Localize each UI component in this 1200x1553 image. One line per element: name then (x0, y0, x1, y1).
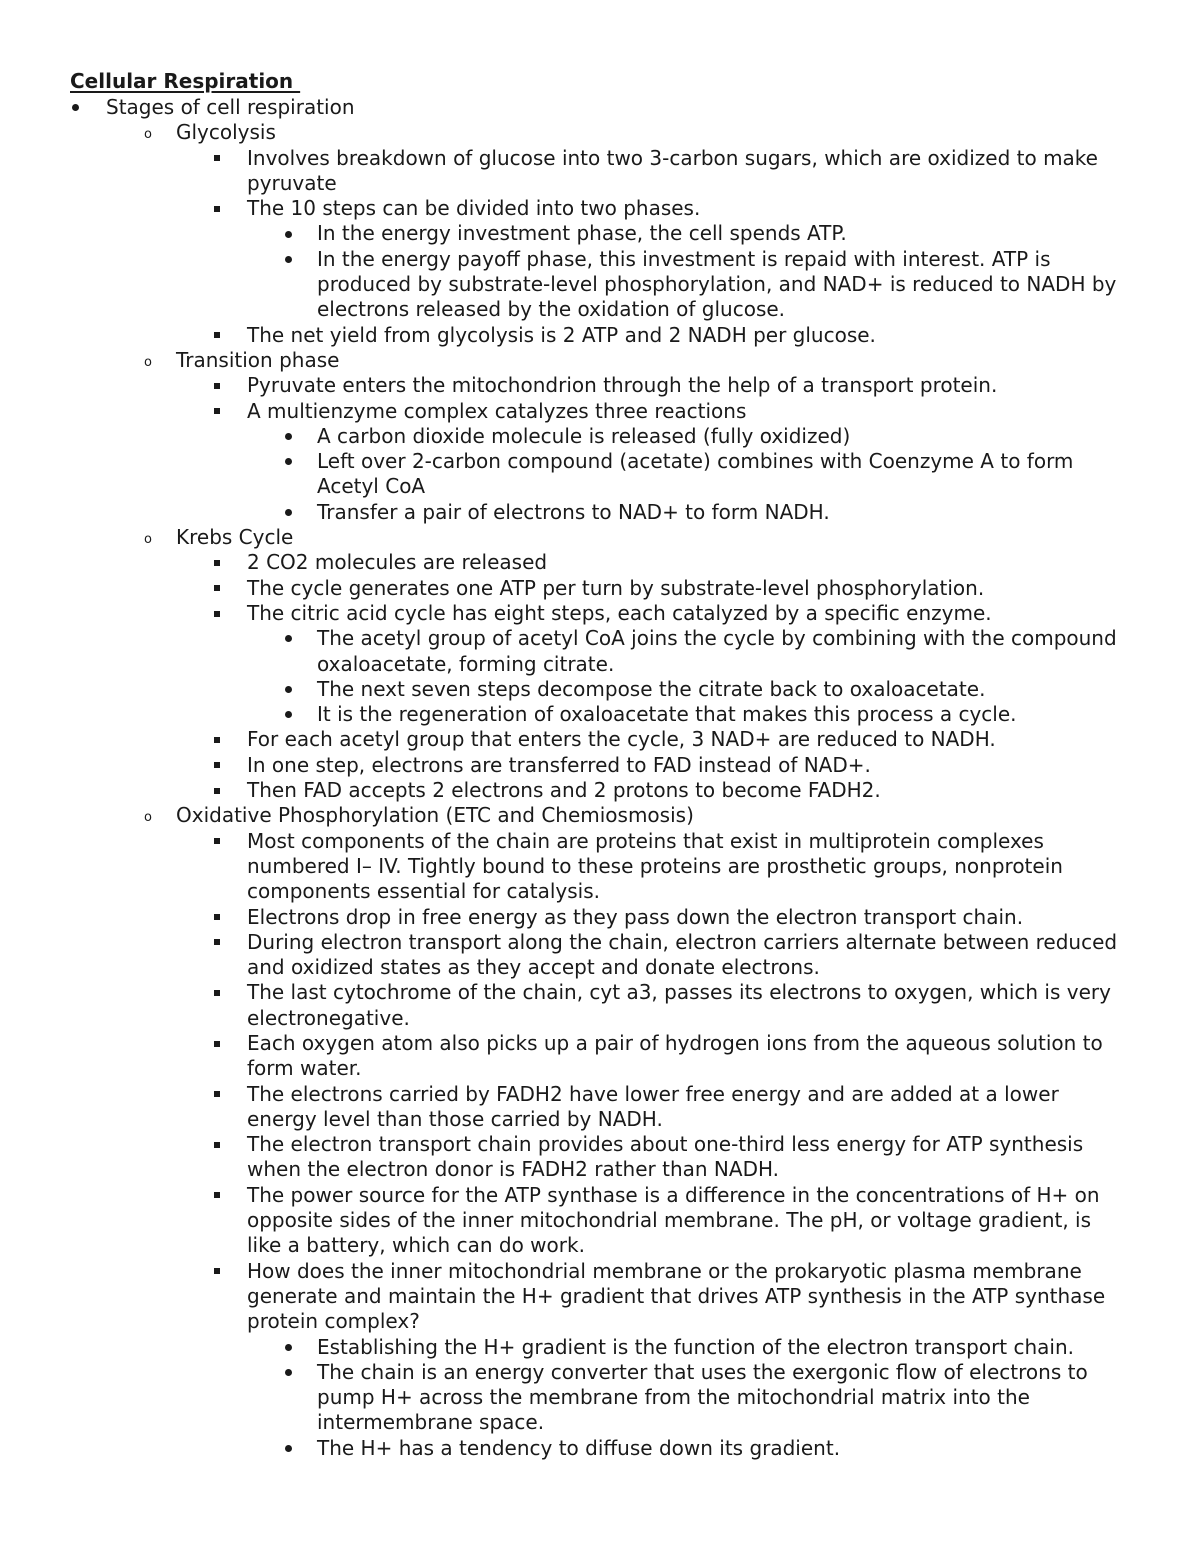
bullet-dot-icon (68, 95, 82, 120)
bullet-dot-icon (281, 626, 295, 651)
sub-list-item (0, 424, 1127, 449)
list-item (0, 829, 1127, 905)
bullet-square-icon (210, 601, 224, 626)
list-item-text: The next seven steps decompose the citrate back to oxaloacetate. (317, 676, 986, 701)
bullet-square-icon (210, 1031, 224, 1056)
list-item-text: The 10 steps can be divided into two phases. (247, 196, 701, 221)
list-item (0, 1259, 1127, 1335)
list-item-text: How does the inner mitochondrial membrane or the prokaryotic plasma membrane generate and maintain the H+ gradient that drives ATP synthesis in the ATP synthase protein complex? (247, 1258, 1106, 1334)
sub-list-item (0, 1360, 1127, 1436)
list-item-text: The electrons carried by FADH2 have lower free energy and are added at a lower energy level than those carried by NADH. (247, 1081, 1059, 1131)
bullet-dot-icon (281, 221, 295, 246)
bullet-square-icon (210, 399, 224, 424)
list-item (0, 323, 1127, 348)
bullet-dot-icon (281, 449, 295, 474)
list-item-text: In the energy investment phase, the cell spends ATP. (317, 221, 847, 246)
bullet-square-icon (210, 930, 224, 955)
list-item (0, 753, 1127, 778)
bullet-square-icon (210, 1259, 224, 1284)
stage-heading (0, 95, 1200, 120)
bullet-circle-icon: o (144, 127, 152, 143)
list-item-text: Stages of cell respiration (106, 95, 355, 119)
sub-list-item (0, 677, 1127, 702)
list-item-text: Transfer a pair of electrons to NAD+ to form NADH. (317, 499, 830, 524)
list-item (0, 399, 1127, 424)
bullet-square-icon (210, 576, 224, 601)
list-item-text: A multienzyme complex catalyzes three reactions (247, 398, 747, 423)
list-item-text: The citric acid cycle has eight steps, each catalyzed by a specific enzyme. (247, 600, 992, 625)
section-heading (0, 120, 1200, 145)
list-item-text: Left over 2-carbon compound (acetate) combines with Coenzyme A to form Acetyl CoA (317, 449, 1074, 499)
list-item-text: The cycle generates one ATP per turn by substrate-level phosphorylation. (247, 575, 985, 600)
list-item (0, 576, 1127, 601)
list-item-text: Involves breakdown of glucose into two 3-carbon sugars, which are oxidized to make pyruvate (247, 145, 1098, 195)
bullet-square-icon (210, 1132, 224, 1157)
bullet-square-icon (210, 980, 224, 1005)
list-item (0, 1031, 1127, 1082)
list-item-text: In one step, electrons are transferred to FAD instead of NAD+. (247, 752, 871, 777)
section-heading (0, 525, 1200, 550)
list-item-text: For each acetyl group that enters the cycle, 3 NAD+ are reduced to NADH. (247, 727, 996, 752)
bullet-dot-icon (281, 702, 295, 727)
bullet-square-icon (210, 753, 224, 778)
list-item-text: Oxidative Phosphorylation (ETC and Chemiosmosis) (176, 803, 694, 828)
sub-list-item (0, 702, 1127, 727)
list-item (0, 1183, 1127, 1259)
list-item-text: Establishing the H+ gradient is the function of the electron transport chain. (317, 1334, 1075, 1359)
list-item (0, 778, 1127, 803)
list-item (0, 550, 1127, 575)
bullet-square-icon (210, 727, 224, 752)
bullet-square-icon (210, 373, 224, 398)
list-item (0, 980, 1127, 1031)
bullet-circle-icon: o (144, 810, 152, 826)
bullet-square-icon (210, 196, 224, 221)
bullet-square-icon (210, 323, 224, 348)
sub-list-item (0, 449, 1127, 500)
bullet-square-icon (210, 829, 224, 854)
bullet-circle-icon: o (144, 354, 152, 370)
list-item-text: The power source for the ATP synthase is a difference in the concentrations of H+ on opposite sides of the inner mitochondrial membrane. The pH, or voltage gradient, is like a battery, which can do work. (247, 1182, 1100, 1258)
section-heading (0, 348, 1200, 373)
list-item-text: The H+ has a tendency to diffuse down its gradient. (317, 1435, 841, 1460)
list-item (0, 727, 1127, 752)
list-item-text: The acetyl group of acetyl CoA joins the cycle by combining with the compound oxaloacetate, forming citrate. (317, 626, 1117, 676)
list-item-text: The last cytochrome of the chain, cyt a3, passes its electrons to oxygen, which is very electronegative. (247, 980, 1111, 1030)
list-item-text: Electrons drop in free energy as they pass down the electron transport chain. (247, 904, 1024, 929)
list-item (0, 373, 1127, 398)
list-item-text: 2 CO2 molecules are released (247, 550, 548, 575)
bullet-square-icon (210, 778, 224, 803)
list-item-text: A carbon dioxide molecule is released (fully oxidized) (317, 423, 851, 448)
sub-list-item (0, 221, 1127, 246)
list-item-text: Krebs Cycle (176, 525, 294, 550)
list-item (0, 930, 1127, 981)
bullet-dot-icon (281, 1436, 295, 1461)
list-item-text: It is the regeneration of oxaloacetate that makes this process a cycle. (317, 702, 1017, 727)
bullet-dot-icon (281, 500, 295, 525)
outline (0, 95, 1200, 1461)
section-heading (0, 803, 1200, 828)
list-item (0, 196, 1127, 221)
sub-list-item (0, 1335, 1127, 1360)
list-item (0, 146, 1127, 197)
bullet-dot-icon (281, 247, 295, 272)
sub-list-item (0, 1436, 1127, 1461)
sub-list-item (0, 500, 1127, 525)
sub-list-item (0, 626, 1127, 677)
list-item-text: Most components of the chain are proteins that exist in multiprotein complexes numbered I– IV. Tightly bound to these proteins are prosthetic groups, nonprotein components essential for catalysis. (247, 828, 1063, 904)
bullet-square-icon (210, 905, 224, 930)
list-item-text: The chain is an energy converter that uses the exergonic flow of electrons to pump H+ across the membrane from the mitochondrial matrix into the intermembrane space. (317, 1359, 1088, 1435)
list-item-text: In the energy payoff phase, this investment is repaid with interest. ATP is produced by substrate-level phosphorylation, and NAD+ is reduced to NADH by electrons released by the oxidation of glucose. (317, 246, 1117, 322)
list-item (0, 1132, 1127, 1183)
list-item-text: Each oxygen atom also picks up a pair of hydrogen ions from the aqueous solution to form water. (247, 1030, 1103, 1081)
bullet-square-icon (210, 146, 224, 171)
list-item-text: Pyruvate enters the mitochondrion through the help of a transport protein. (247, 373, 998, 398)
list-item (0, 905, 1127, 930)
bullet-circle-icon: o (144, 532, 152, 548)
bullet-square-icon (210, 1183, 224, 1208)
bullet-square-icon (210, 1082, 224, 1107)
list-item (0, 1082, 1127, 1133)
list-item-text: Then FAD accepts 2 electrons and 2 protons to become FADH2. (247, 778, 881, 803)
list-item-text: The net yield from glycolysis is 2 ATP and 2 NADH per glucose. (247, 322, 876, 347)
bullet-dot-icon (281, 424, 295, 449)
bullet-dot-icon (281, 677, 295, 702)
page-title: Cellular Respiration (70, 69, 301, 93)
sub-list-item (0, 247, 1127, 323)
bullet-dot-icon (281, 1335, 295, 1360)
list-item-text: Glycolysis (176, 120, 276, 145)
bullet-dot-icon (281, 1360, 295, 1385)
list-item-text: During electron transport along the chain, electron carriers alternate between reduced and oxidized states as they accept and donate electrons. (247, 929, 1118, 980)
list-item-text: Transition phase (176, 347, 340, 372)
bullet-square-icon (210, 550, 224, 575)
list-item (0, 601, 1127, 626)
list-item-text: The electron transport chain provides about one-third less energy for ATP synthesis when the electron donor is FADH2 rather than NADH. (247, 1132, 1084, 1182)
